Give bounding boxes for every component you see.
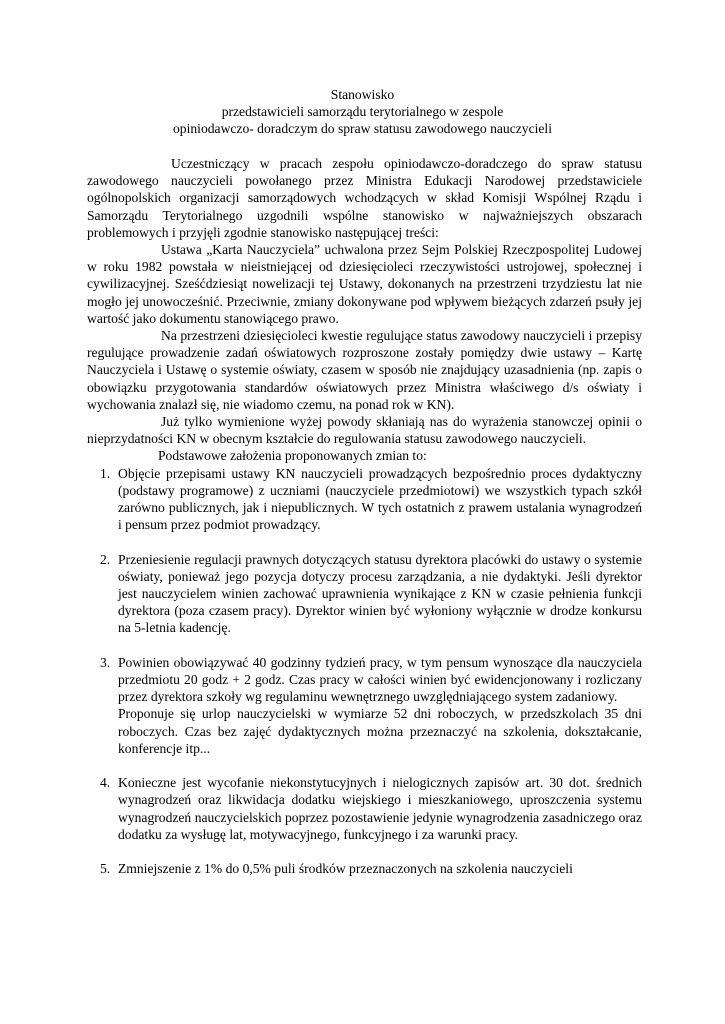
paragraph-4: Już tylko wymienione wyżej powody skłaniają nas do wyrażenia stanowczej opinii o nieprzydatności KN w obecnym kształcie do regulowania statusu zawodowego nauczycieli.	[87, 414, 642, 447]
paragraph-1: Uczestniczący w pracach zespołu opiniodawczo-doradczego do spraw statusu zawodowego nauczycieli powołanego przez Ministra Edukacji Narodowej przedstawiciele ogólnopolskich organizacji samorządowych wchodzących w skład Komisji Wspólnej Rządu i Samorządu Terytorialnego uzgodnili wspólne stanowisko w najważniejszych obszarach problemowych i przyjęli zgodnie stanowisko następującej treści:	[87, 156, 642, 240]
title-line-1: Stanowisko	[330, 87, 395, 102]
paragraph-3: Na przestrzeni dziesięcioleci kwestie regulujące status zawodowy nauczycieli i przepisy regulujące prowadzenie zadań oświatowych rozproszone zostały pomiędzy dwie ustawy – Kartę Nauczyciela i Ustawę o systemie oświaty, czasem w sposób nie znajdujący uzasadnienia (np. zapis o obowiązku przygotowania standardów oświatowych przez Ministra właściwego d/s oświaty i wychowania znalazł się, nie wiadomo czemu, na ponad rok w KN).	[87, 328, 642, 412]
list-item-text: Konieczne jest wycofanie niekonstytucyjnych i nielogicznych zapisów art. 30 dot. średnich wynagrodzeń oraz likwidacja dodatku wiejskiego i mieszkaniowego, uproszczenia systemu wynagrodzeń nauczycielskich poprzez pozostawienie jedynie wynagrodzenia zasadniczego oraz dodatku za wysługę lat, motywacyjnego, funkcyjnego i za warunki pracy.	[118, 775, 642, 842]
list-intro: Podstawowe założenia proponowanych zmian to:	[158, 448, 427, 464]
list-item	[87, 654, 642, 757]
document-title	[0, 86, 725, 138]
proposals-list	[87, 465, 642, 878]
list-item	[87, 465, 642, 534]
list-item-text: Zmniejszenie z 1% do 0,5% puli środków przeznaczonych na szkolenia nauczycieli	[118, 861, 573, 877]
list-item	[87, 774, 642, 843]
paragraph-2: Ustawa „Karta Nauczyciela” uchwalona przez Sejm Polskiej Rzeczpospolitej Ludowej w roku 1982 powstała w nieistniejącej od dziesięcioleci rzeczywistości ustrojowej, społecznej i cywilizacyjnej. Sześćdziesiąt nowelizacji tej Ustawy, dokonanych na przestrzeni trzydziestu lat nie mogło jej unowocześnić. Przeciwnie, zmiany dokonywane pod wpływem bieżących zdarzeń psuły jej wartość jako dokumentu stanowiącego prawo.	[87, 242, 642, 326]
list-item-text: Objęcie przepisami ustawy KN nauczycieli prowadzących bezpośrednio proces dydaktyczny (podstawy programowe) z uczniami (nauczyciele przedmiotowi) we wszystkich typach szkół zarówno publicznych, jak i niepublicznych. W tych ostatnich z prawem ustalania wynagrodzeń i pensum przez podmiot prowadzący.	[118, 465, 642, 533]
list-item-text: Powinien obowiązywać 40 godzinny tydzień pracy, w tym pensum wynoszące dla nauczyciela przedmiotu 20 godz + 2 godz. Czas pracy w całości winien być ewidencjonowany i rozliczany przez dyrektora szkoły wg regulaminu wewnętrznego uwzględniającego system zadaniowy.	[118, 654, 642, 705]
list-item-number: 2.	[100, 551, 111, 567]
list-item-number: 5.	[100, 861, 111, 877]
list-item	[87, 551, 642, 637]
list-item-number: 1.	[100, 465, 111, 481]
list-item-number: 3.	[100, 654, 111, 670]
document-body	[87, 155, 642, 895]
list-item	[87, 860, 642, 877]
title-line-2: przedstawicieli samorządu terytorialnego w zespole	[221, 104, 504, 120]
list-item-number: 4.	[100, 775, 111, 791]
title-line-3: opiniodawczo- doradczym do spraw statusu zawodowego nauczycieli	[173, 121, 552, 137]
list-item-text: Przeniesienie regulacji prawnych dotyczących statusu dyrektora placówki do ustawy o systemie oświaty, ponieważ jego pozycja dotyczy procesu zarządzania, a nie dydaktyki. Jeśli dyrektor jest nauczycielem winien zachować uprawnienia wynikające z KN w czasie pełnienia funkcji dyrektora (poza czasem pracy). Dyrektor winien być wyłoniony wyłącznie w drodze konkursu na 5-letnia kadencję.	[118, 551, 642, 636]
list-item-extra-text: Proponuje się urlop nauczycielski w wymiarze 52 dni roboczych, w przedszkolach 35 dni roboczych. Czas bez zajęć dydaktycznych można przeznaczyć na szkolenia, dokształcanie, konferencje itp...	[118, 706, 642, 756]
